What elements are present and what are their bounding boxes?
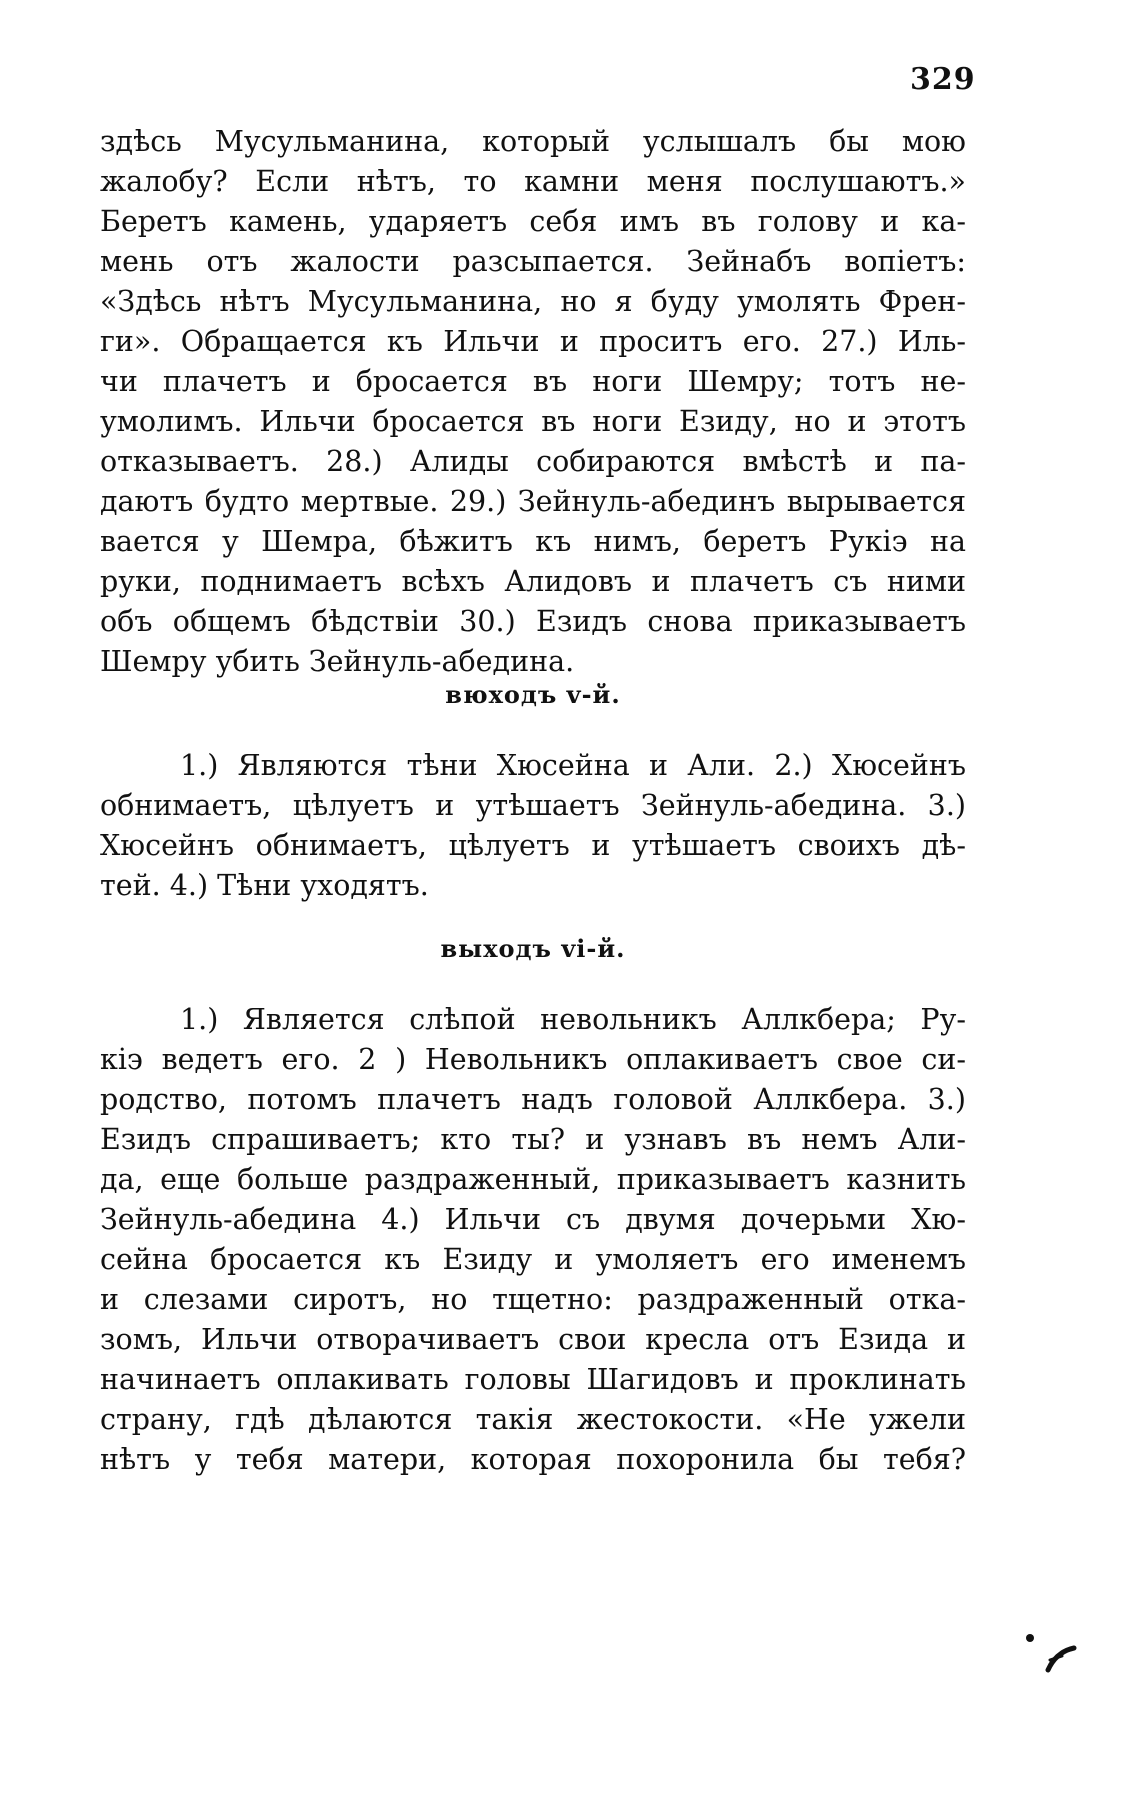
text-line: «Здѣсь нѣтъ Мусульманина, но я буду умолять Френ- <box>100 285 966 318</box>
text-line: страну, гдѣ дѣлаются такія жестокости. «Не ужели <box>100 1403 966 1436</box>
page-number: 329 <box>910 62 976 97</box>
text-line: тей. 4.) Тѣни уходятъ. <box>100 869 429 902</box>
text-line: умолимъ. Ильчи бросается въ ноги Езиду, но и этотъ <box>100 405 966 438</box>
text-line: 1.) Является слѣпой невольникъ Аллкбера; Ру- <box>180 1003 966 1036</box>
text-line: зомъ, Ильчи отворачиваетъ свои кресла отъ Езида и <box>100 1323 966 1356</box>
paragraph-1 <box>100 122 966 682</box>
text-line: родство, потомъ плачетъ надъ головой Аллкбера. 3.) <box>100 1083 966 1116</box>
text-line: даютъ будто мертвые. 29.) Зейнуль-абединъ вырывается <box>100 485 966 518</box>
text-line: кіэ ведетъ его. 2 ) Невольникъ оплакиваетъ свое си- <box>100 1043 966 1076</box>
section-heading-5: вюходъ v-й. <box>445 680 621 709</box>
text-line: Шемру убить Зейнуль-абедина. <box>100 645 575 678</box>
text-line: сейна бросается къ Езиду и умоляетъ его именемъ <box>100 1243 966 1276</box>
text-line: ги». Обращается къ Ильчи и проситъ его. 27.) Иль- <box>100 325 966 358</box>
text-line: Хюсейнъ обнимаетъ, цѣлуетъ и утѣшаетъ своихъ дѣ- <box>100 829 966 862</box>
text-line: нѣтъ у тебя матери, которая похоронила бы тебя? <box>100 1443 966 1476</box>
ink-blot-mark <box>1020 1630 1080 1680</box>
paragraph-3 <box>100 1000 966 1480</box>
text-line: здѣсь Мусульманина, который услышалъ бы мою <box>100 125 966 158</box>
section-heading-6: выходъ vi-й. <box>440 934 626 963</box>
text-line: Езидъ спрашиваетъ; кто ты? и узнавъ въ немъ Али- <box>100 1123 966 1156</box>
text-line: и слезами сиротъ, но тщетно: раздраженный отка- <box>100 1283 966 1316</box>
text-line: обнимаетъ, цѣлуетъ и утѣшаетъ Зейнуль-абедина. 3.) <box>100 789 966 822</box>
text-line: мень отъ жалости разсыпается. Зейнабъ вопіетъ: <box>100 245 966 278</box>
text-line: Беретъ камень, ударяетъ себя имъ въ голову и ка- <box>100 205 966 238</box>
text-line: да, еще больше раздраженный, приказываетъ казнить <box>100 1163 966 1196</box>
text-line: объ общемъ бѣдствіи 30.) Езидъ снова приказываетъ <box>100 605 966 638</box>
text-line: Зейнуль-абедина 4.) Ильчи съ двумя дочерьми Хю- <box>100 1203 966 1236</box>
text-line: 1.) Являются тѣни Хюсейна и Али. 2.) Хюсейнъ <box>180 749 966 782</box>
text-line: отказываетъ. 28.) Алиды собираются вмѣстѣ и па- <box>100 445 966 478</box>
text-line: начинаетъ оплакивать головы Шагидовъ и проклинать <box>100 1363 966 1396</box>
text-line: чи плачетъ и бросается въ ноги Шемру; тотъ не- <box>100 365 966 398</box>
paragraph-2 <box>100 746 966 906</box>
text-line: вается у Шемра, бѣжитъ къ нимъ, беретъ Рукіэ на <box>100 525 966 558</box>
text-line: руки, поднимаетъ всѣхъ Алидовъ и плачетъ съ ними <box>100 565 966 598</box>
text-line: жалобу? Если нѣтъ, то камни меня послушаютъ.» <box>100 165 966 198</box>
